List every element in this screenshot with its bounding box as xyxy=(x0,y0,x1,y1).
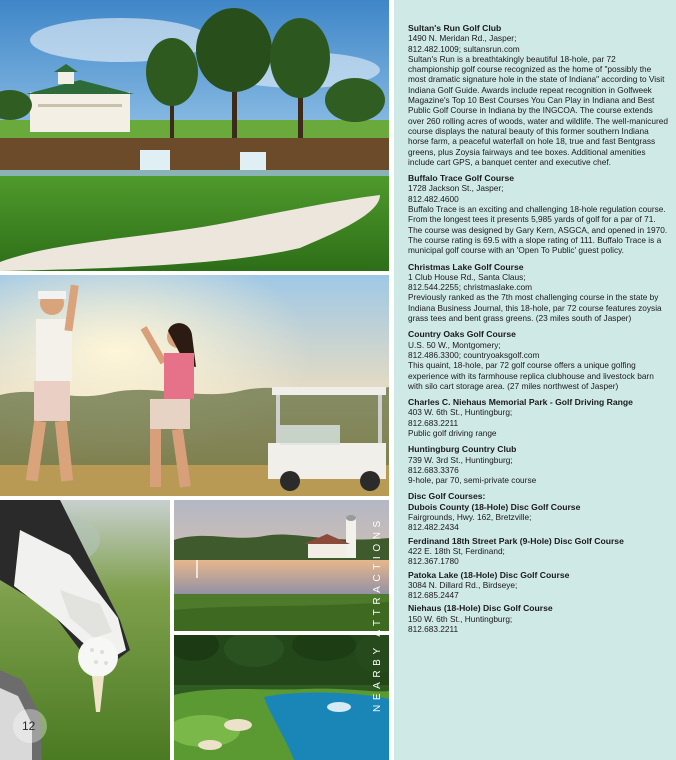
listing-name: Christmas Lake Golf Course xyxy=(408,261,524,272)
listing-contact: 812.482.2434 xyxy=(408,522,459,533)
listing-name: Charles C. Niehaus Memorial Park - Golf Driving Range xyxy=(408,397,633,408)
listing-name: Country Oaks Golf Course xyxy=(408,329,516,340)
listing-name: Niehaus (18-Hole) Disc Golf Course xyxy=(408,603,553,614)
section-label: NEARBY ATTRACTIONS xyxy=(372,516,383,712)
listing-address: 3084 N. Dillard Rd., Birdseye; xyxy=(408,579,518,590)
listing-address: 739 W. 3rd St., Huntingburg; xyxy=(408,454,513,465)
listing-description: Buffalo Trace is an exciting and challenging 18-hole regulation course. From the longest tees it presents 5,985 yards of golf for a par of 71. The course was designed by Gary Kern, ASGCA, and opened in 1970. The course rating is 69.5 with a slope rating of 111. Buffalo Trace is a municipal golf course with an 'Open To Public' guest policy. xyxy=(408,204,668,256)
listing-description: Sultan's Run is a breathtakingly beautiful 18-hole, par 72 championship golf course recognized as the home of "possibly the most dramatic signature hole in the state of Indiana" according to Visit Indiana Golf Guide. Awards include repeat recognition in Golfweek Magazine's Top 10 Best Courses You Can Play in Indiana and Best Public Golf Course in Indiana by the INGCOA. The course extends over 260 rolling acres of woods, water and wildlife. The well-manicured course displays the natural beauty of this former southern Indiana horse farm, a peaceful waterfall on hole 18, true and fast Bentgrass greens, plus Zoysia fairways and tee boxes. Additional amenities include cart GPS, a banquet center and executive chef. xyxy=(408,53,668,167)
listing-address: 1490 N. Meridan Rd., Jasper; xyxy=(408,33,517,44)
disc-golf-dubois xyxy=(408,502,668,533)
listing-contact: 812.685.2447 xyxy=(408,590,459,601)
disc-golf-heading: Disc Golf Courses: xyxy=(408,491,486,502)
listing-sultans-run xyxy=(408,23,668,167)
aerial-lake-green-photo xyxy=(174,635,389,760)
attractions-column xyxy=(394,0,676,760)
listing-address: U.S. 50 W., Montgomery; xyxy=(408,339,501,350)
listing-address: 1 Club House Rd., Santa Claus; xyxy=(408,271,526,282)
listing-address: 422 E. 18th St, Ferdinand; xyxy=(408,545,505,556)
listing-name: Buffalo Trace Golf Course xyxy=(408,173,515,184)
disc-golf-patoka-lake xyxy=(408,570,668,601)
listing-name: Huntingburg Country Club xyxy=(408,444,517,455)
listing-contact: 812.683.2211 xyxy=(408,624,459,635)
listing-buffalo-trace xyxy=(408,173,668,255)
listing-contact: 812.482.1009; sultansrun.com xyxy=(408,43,520,54)
page-number: 12 xyxy=(22,719,36,733)
listing-address: 403 W. 6th St., Huntingburg; xyxy=(408,407,513,418)
listing-contact: 812.683.3376 xyxy=(408,464,459,475)
listing-name: Dubois County (18-Hole) Disc Golf Course xyxy=(408,501,581,512)
listing-huntingburg-country-club xyxy=(408,444,668,485)
golfers-high-five-photo xyxy=(0,275,389,496)
listing-address: 150 W. 6th St., Huntingburg; xyxy=(408,613,513,624)
listing-description: This quaint, 18-hole, par 72 golf course offers a unique golfing experience with its farmhouse replica clubhouse and livestock barn with silo cart storage area. (27 miles northwest of Jasper) xyxy=(408,360,654,391)
listing-name: Ferdinand 18th Street Park (9-Hole) Disc Golf Course xyxy=(408,535,624,546)
listing-country-oaks xyxy=(408,329,668,391)
listing-name: Patoka Lake (18-Hole) Disc Golf Course xyxy=(408,569,570,580)
listing-contact: 812.367.1780 xyxy=(408,556,459,567)
listing-description: Public golf driving range xyxy=(408,427,497,438)
listing-description: Previously ranked as the 7th most challenging course in the state by Indiana Business Journal, this 18-hole, par 72 course features zoysia grass tees and bent grass greens. (23 miles south of Jasper) xyxy=(408,292,662,324)
listing-description: 9-hole, par 70, semi-private course xyxy=(408,475,537,486)
disc-golf-ferdinand xyxy=(408,536,668,567)
golf-course-clubhouse-photo xyxy=(0,0,389,271)
listing-contact: 812.683.2211 xyxy=(408,417,459,428)
listing-address: 1728 Jackson St., Jasper; xyxy=(408,183,504,194)
listing-contact: 812.544.2255; christmaslake.com xyxy=(408,282,533,293)
listing-christmas-lake xyxy=(408,262,668,324)
listing-contact: 812.486.3300; countryoaksgolf.com xyxy=(408,349,540,360)
disc-golf-niehaus xyxy=(408,603,668,634)
listing-contact: 812.482.4600 xyxy=(408,193,459,204)
listing-niehaus-driving-range xyxy=(408,397,668,438)
listing-name: Sultan's Run Golf Club xyxy=(408,23,502,33)
listing-address: Fairgrounds, Hwy. 162, Bretzville; xyxy=(408,512,532,523)
lake-barn-silo-photo xyxy=(174,500,389,631)
